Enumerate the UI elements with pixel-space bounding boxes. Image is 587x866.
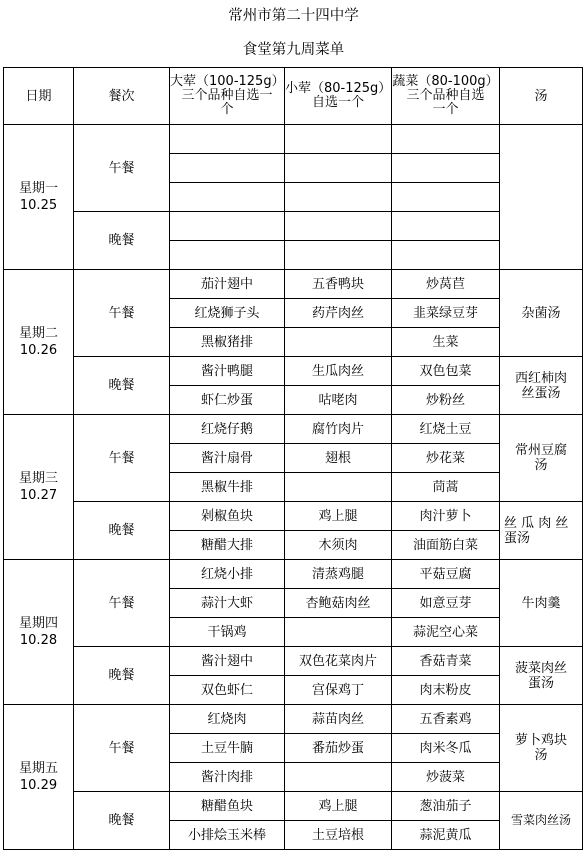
- dish-cell: 黑椒牛排: [170, 473, 285, 502]
- soup-cell: 牛肉羹: [500, 560, 583, 647]
- day-name: 星期五: [18, 761, 58, 776]
- soup-cell: [500, 357, 583, 415]
- dish-cell: 红烧土豆: [392, 415, 500, 444]
- dish-cell: 蒜泥空心菜: [392, 618, 500, 647]
- dish-cell: 韭菜绿豆芽: [392, 299, 500, 328]
- dish-cell: [285, 212, 392, 241]
- dish-cell: [285, 328, 392, 357]
- day-name: 星期二: [18, 326, 58, 341]
- day-date: 10.25: [19, 198, 58, 213]
- dish-cell: 土豆牛腩: [170, 734, 285, 763]
- soup-line: 常州豆腐: [514, 443, 567, 458]
- dish-cell: 肉末粉皮: [392, 676, 500, 705]
- day-date: 10.27: [19, 488, 58, 503]
- dish-cell: 木须肉: [285, 531, 392, 560]
- soup-line: 蛋汤: [527, 675, 554, 691]
- dish-cell: 生菜: [392, 328, 500, 357]
- header-meal: 餐次: [74, 68, 170, 125]
- dish-cell: 生瓜肉丝: [285, 357, 392, 386]
- dish-cell: 红烧狮子头: [170, 299, 285, 328]
- soup-line: 菠菜肉丝: [514, 660, 567, 676]
- dish-cell: 蒜汁大虾: [170, 589, 285, 618]
- dish-cell: 油面筋白菜: [392, 531, 500, 560]
- dish-cell: [170, 183, 285, 212]
- table-row: [4, 792, 583, 821]
- soup-cell: [500, 502, 583, 560]
- dish-cell: 肉汁萝卜: [392, 502, 500, 531]
- dish-cell: [285, 241, 392, 270]
- day-name: 星期一: [18, 181, 58, 196]
- dish-cell: 糖醋鱼块: [170, 792, 285, 821]
- header-small-meat-line2: 自选一个: [311, 95, 364, 110]
- dish-cell: [392, 212, 500, 241]
- dish-cell: 番茄炒蛋: [285, 734, 392, 763]
- header-vegetable: [392, 68, 500, 125]
- dish-cell: 蒜苗肉丝: [285, 705, 392, 734]
- dish-cell: [392, 154, 500, 183]
- dish-cell: 剁椒鱼块: [170, 502, 285, 531]
- dish-cell: 葱油茄子: [392, 792, 500, 821]
- dish-cell: 炒粉丝: [392, 386, 500, 415]
- table-row: [4, 502, 583, 531]
- day-cell-thursday: [4, 560, 74, 705]
- table-row: [4, 125, 583, 154]
- day-name: 星期四: [18, 616, 58, 631]
- day-cell-wednesday: [4, 415, 74, 560]
- dish-cell: 翅根: [285, 444, 392, 473]
- soup-line: 汤: [534, 748, 548, 763]
- soup-cell: [500, 415, 583, 502]
- soup-cell: [500, 647, 583, 705]
- dish-cell: 茄汁翅中: [170, 270, 285, 299]
- table-row: [4, 415, 583, 444]
- dish-cell: 酱汁翅中: [170, 647, 285, 676]
- dish-cell: 双色虾仁: [170, 676, 285, 705]
- soup-cell: 雪菜肉丝汤: [500, 792, 583, 850]
- dish-cell: [392, 125, 500, 154]
- dish-cell: 酱汁肉排: [170, 763, 285, 792]
- meal-lunch: 午餐: [74, 415, 170, 502]
- meal-dinner: 晚餐: [74, 647, 170, 705]
- meal-dinner: 晚餐: [74, 792, 170, 850]
- dish-cell: 蒜泥黄瓜: [392, 821, 500, 850]
- day-cell-friday: [4, 705, 74, 850]
- dish-cell: 土豆培根: [285, 821, 392, 850]
- dish-cell: 红烧仔鹅: [170, 415, 285, 444]
- dish-cell: 五香素鸡: [392, 705, 500, 734]
- dish-cell: 腐竹肉片: [285, 415, 392, 444]
- soup-line: 丝蛋汤: [521, 385, 561, 401]
- table-row: [4, 212, 583, 241]
- dish-cell: 香菇青菜: [392, 647, 500, 676]
- header-big-meat-line1: 大荤（100-125g）: [170, 74, 285, 89]
- dish-cell: [170, 154, 285, 183]
- dish-cell: 鸡上腿: [285, 502, 392, 531]
- dish-cell: [392, 183, 500, 212]
- dish-cell: 肉米冬瓜: [392, 734, 500, 763]
- menu-title: 食堂第九周菜单: [242, 42, 345, 58]
- dish-cell: [170, 125, 285, 154]
- dish-cell: 酱汁鸭腿: [170, 357, 285, 386]
- header-vegetable-line2: 三个品种自选: [406, 88, 485, 103]
- dish-cell: [170, 212, 285, 241]
- dish-cell: [285, 763, 392, 792]
- header-big-meat-line3: 个: [220, 102, 234, 117]
- header-vegetable-line3: 一个: [432, 102, 459, 117]
- dish-cell: 虾仁炒蛋: [170, 386, 285, 415]
- soup-line: 丝 瓜 肉 丝: [504, 515, 569, 531]
- dish-cell: 如意豆芽: [392, 589, 500, 618]
- header-vegetable-line1: 蔬菜（80-100g）: [392, 74, 499, 89]
- dish-cell: [392, 241, 500, 270]
- dish-cell: 双色花菜肉片: [285, 647, 392, 676]
- header-row: [4, 68, 583, 125]
- dish-cell: 咕咾肉: [285, 386, 392, 415]
- meal-lunch: 午餐: [74, 270, 170, 357]
- dish-cell: 红烧肉: [170, 705, 285, 734]
- day-name: 星期三: [18, 471, 58, 486]
- dish-cell: [285, 125, 392, 154]
- meal-dinner: 晚餐: [74, 357, 170, 415]
- dish-cell: 双色包菜: [392, 357, 500, 386]
- dish-cell: 茼蒿: [392, 473, 500, 502]
- dish-cell: 黑椒猪排: [170, 328, 285, 357]
- dish-cell: 炒莴苣: [392, 270, 500, 299]
- dish-cell: 杏鲍菇肉丝: [285, 589, 392, 618]
- menu-table: [3, 67, 583, 850]
- day-cell-tuesday: [4, 270, 74, 415]
- dish-cell: 清蒸鸡腿: [285, 560, 392, 589]
- dish-cell: [285, 154, 392, 183]
- dish-cell: [285, 618, 392, 647]
- dish-cell: 酱汁扇骨: [170, 444, 285, 473]
- meal-dinner: 晚餐: [74, 212, 170, 270]
- soup-line: 蛋汤: [504, 530, 531, 546]
- dish-cell: 鸡上腿: [285, 792, 392, 821]
- soup-line: 萝卜鸡块: [514, 733, 567, 748]
- table-row: [4, 270, 583, 299]
- dish-cell: [170, 241, 285, 270]
- dish-cell: [285, 473, 392, 502]
- soup-cell: [500, 705, 583, 792]
- header-small-meat: [285, 68, 392, 125]
- soup-cell: 杂菌汤: [500, 270, 583, 357]
- table-row: [4, 357, 583, 386]
- meal-lunch: 午餐: [74, 560, 170, 647]
- day-date: 10.29: [19, 778, 58, 793]
- day-cell-monday: [4, 125, 74, 270]
- dish-cell: 红烧小排: [170, 560, 285, 589]
- dish-cell: 宫保鸡丁: [285, 676, 392, 705]
- dish-cell: 炒菠菜: [392, 763, 500, 792]
- dish-cell: 炒花菜: [392, 444, 500, 473]
- header-big-meat-line2: 三个品种自选一: [181, 88, 273, 103]
- soup-line: 西红柿肉: [514, 370, 567, 386]
- meal-lunch: 午餐: [74, 125, 170, 212]
- dish-cell: 五香鸭块: [285, 270, 392, 299]
- dish-cell: 糖醋大排: [170, 531, 285, 560]
- dish-cell: 干锅鸡: [170, 618, 285, 647]
- soup-cell: [500, 125, 583, 270]
- dish-cell: [285, 183, 392, 212]
- dish-cell: 小排烩玉米棒: [170, 821, 285, 850]
- table-row: [4, 647, 583, 676]
- header-soup: 汤: [500, 68, 583, 125]
- table-row: [4, 705, 583, 734]
- meal-lunch: 午餐: [74, 705, 170, 792]
- table-row: [4, 560, 583, 589]
- soup-line: 汤: [534, 458, 548, 473]
- header-date: 日期: [4, 68, 74, 125]
- header-big-meat: [170, 68, 285, 125]
- dish-cell: 平菇豆腐: [392, 560, 500, 589]
- day-date: 10.26: [19, 343, 58, 358]
- school-title: 常州市第二十四中学: [228, 8, 359, 24]
- header-small-meat-line1: 小荤（80-125g）: [285, 81, 392, 96]
- day-date: 10.28: [19, 633, 58, 648]
- dish-cell: 药芹肉丝: [285, 299, 392, 328]
- meal-dinner: 晚餐: [74, 502, 170, 560]
